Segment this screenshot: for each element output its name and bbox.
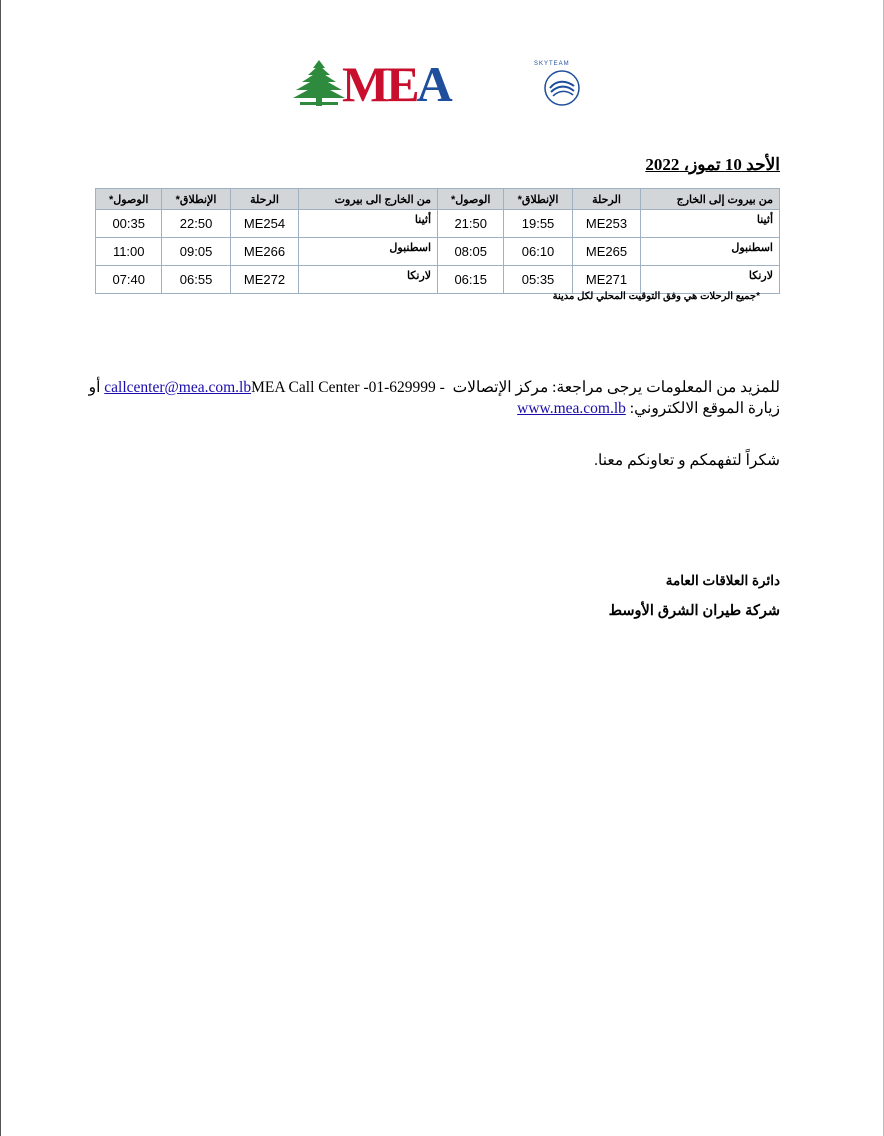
outbound-flight: ME253 (572, 210, 641, 238)
thanks-text: شكراً لتفهمكم و تعاونكم معنا. (594, 452, 780, 469)
inbound-city: اسطنبول (299, 238, 438, 266)
header-inbound-city: من الخارج الى بيروت (299, 189, 438, 210)
inbound-flight: ME254 (230, 210, 299, 238)
mea-wordmark: MEA (342, 56, 450, 112)
flight-schedule-table (95, 188, 780, 294)
header-inbound-departure: الإنطلاق* (162, 189, 230, 210)
inbound-departure: 06:55 (162, 266, 230, 294)
outbound-city: لارنكا (641, 266, 780, 294)
header-inbound-flight: الرحلة (230, 189, 299, 210)
header-outbound-departure: الإنطلاق* (504, 189, 572, 210)
website-intro: زيارة الموقع الالكتروني: (625, 400, 780, 417)
inbound-departure: 22:50 (162, 210, 230, 238)
website-link[interactable]: www.mea.com.lb (517, 400, 626, 417)
table-row (96, 210, 780, 238)
contact-paragraph (80, 377, 780, 419)
outbound-departure: 19:55 (504, 210, 572, 238)
cedar-icon (292, 58, 346, 108)
inbound-flight: ME272 (230, 266, 299, 294)
outbound-arrival: 21:50 (438, 210, 504, 238)
date-heading: الأحد 10 تموز، 2022 (645, 155, 780, 174)
outbound-arrival: 06:15 (438, 266, 504, 294)
outbound-flight: ME265 (572, 238, 641, 266)
contact-intro: للمزيد من المعلومات يرجى مراجعة: مركز الإتصالات (448, 379, 780, 396)
table-row (96, 238, 780, 266)
skyteam-text: SKYTEAM (534, 61, 570, 67)
header-inbound-arrival: الوصول* (96, 189, 162, 210)
inbound-departure: 09:05 (162, 238, 230, 266)
department-name: دائرة العلاقات العامة (665, 573, 780, 588)
call-center-number: MEA Call Center -01-629999 - (251, 379, 449, 396)
contact-or: أو (88, 379, 105, 396)
outbound-city: أثينا (641, 210, 780, 238)
outbound-arrival: 08:05 (438, 238, 504, 266)
inbound-flight: ME266 (230, 238, 299, 266)
inbound-arrival: 00:35 (96, 210, 162, 238)
skyteam-logo (532, 61, 584, 108)
inbound-arrival: 11:00 (96, 238, 162, 266)
mea-logo (292, 56, 592, 112)
outbound-departure: 06:10 (504, 238, 572, 266)
page-left-border (0, 0, 1, 1136)
header-outbound-arrival: الوصول* (438, 189, 504, 210)
inbound-city: لارنكا (299, 266, 438, 294)
call-center-email-link[interactable]: callcenter@mea.com.lb (104, 379, 252, 396)
inbound-city: أثينا (299, 210, 438, 238)
inbound-arrival: 07:40 (96, 266, 162, 294)
skyteam-swirl-icon (532, 64, 584, 108)
company-name: شركة طيران الشرق الأوسط (608, 603, 780, 619)
outbound-flight: ME271 (572, 266, 641, 294)
table-row (96, 266, 780, 294)
table-header-row (96, 189, 780, 210)
timezone-footnote: *جميع الرحلات هي وفق التوقيت المحلي لكل مدينة (552, 291, 760, 302)
header-outbound-flight: الرحلة (572, 189, 641, 210)
header-outbound-city: من بيروت إلى الخارج (641, 189, 780, 210)
outbound-city: اسطنبول (641, 238, 780, 266)
outbound-departure: 05:35 (504, 266, 572, 294)
